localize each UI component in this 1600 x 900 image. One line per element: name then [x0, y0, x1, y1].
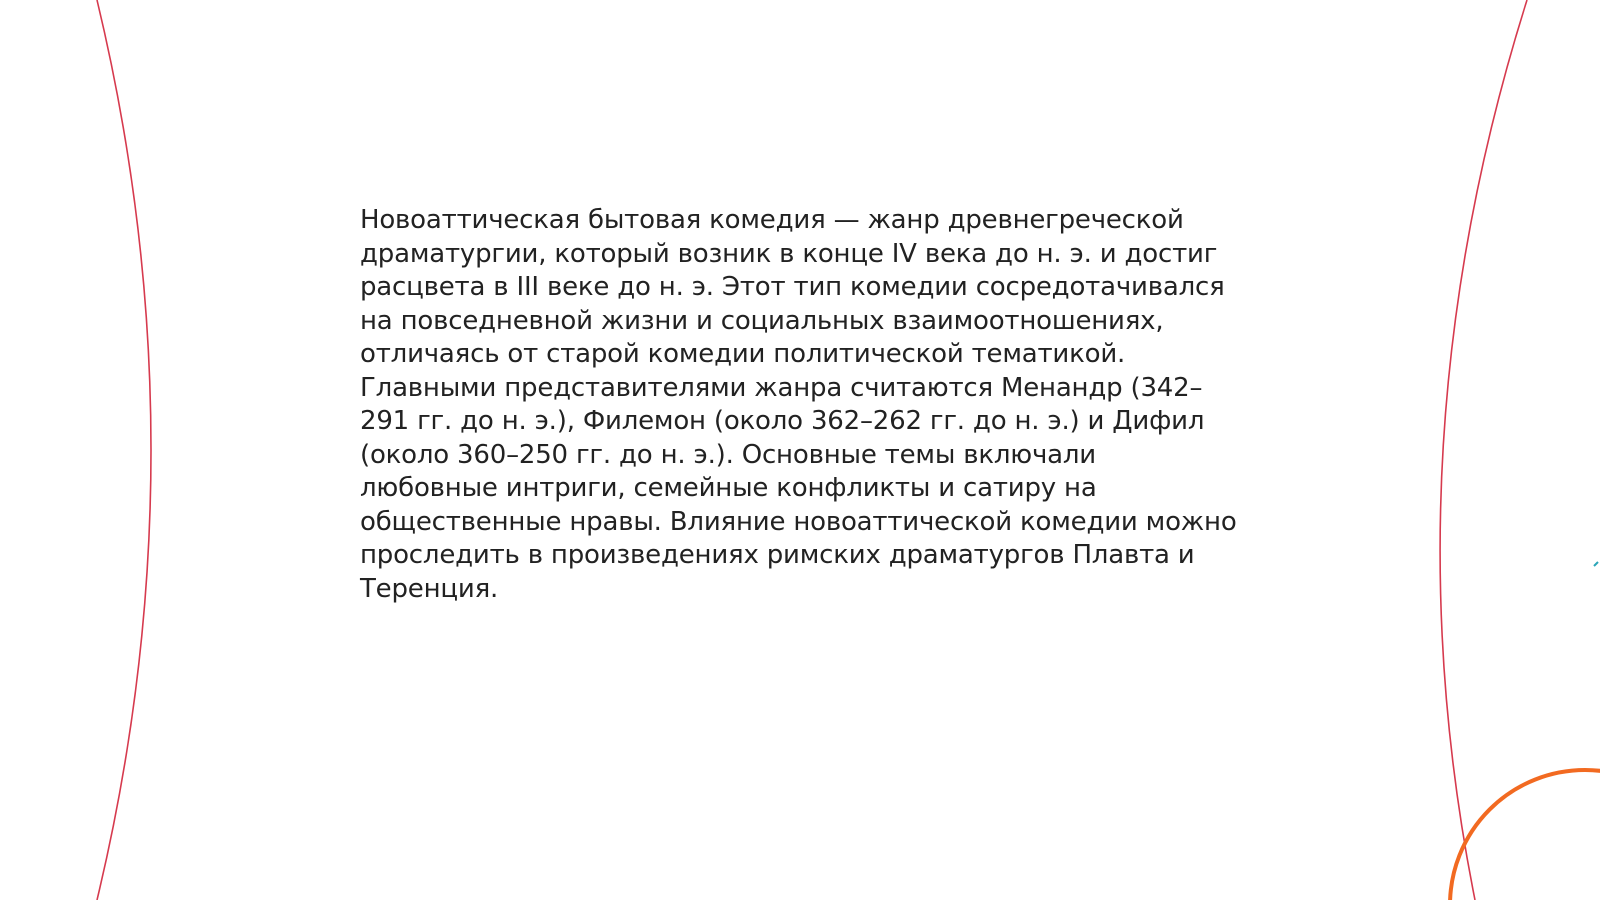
teal-accent-decoration	[1594, 562, 1598, 566]
right-arc-decoration	[1440, 0, 1527, 900]
left-arc-decoration	[97, 0, 151, 900]
body-paragraph: Новоаттическая бытовая комедия — жанр древнегреческой драматургии, который возник в конце IV века до н. э. и достиг расцвета в III веке до н. э. Этот тип комедии сосредотачивался на повседневной жизни и социальных взаимоотношениях, отличаясь от старой комедии политической тематикой. Главными представителями жанра считаются Менандр (342–291 гг. до н. э.), Филемон (около 362–262 гг. до н. э.) и Дифил (около 360–250 гг. до н. э.). Основные темы включали любовные интриги, семейные конфликты и сатиру на общественные нравы. Влияние новоаттической комедии можно проследить в произведениях римских драматургов Плавта и Теренция.	[360, 205, 1237, 604]
orange-circle-decoration	[1450, 770, 1600, 900]
